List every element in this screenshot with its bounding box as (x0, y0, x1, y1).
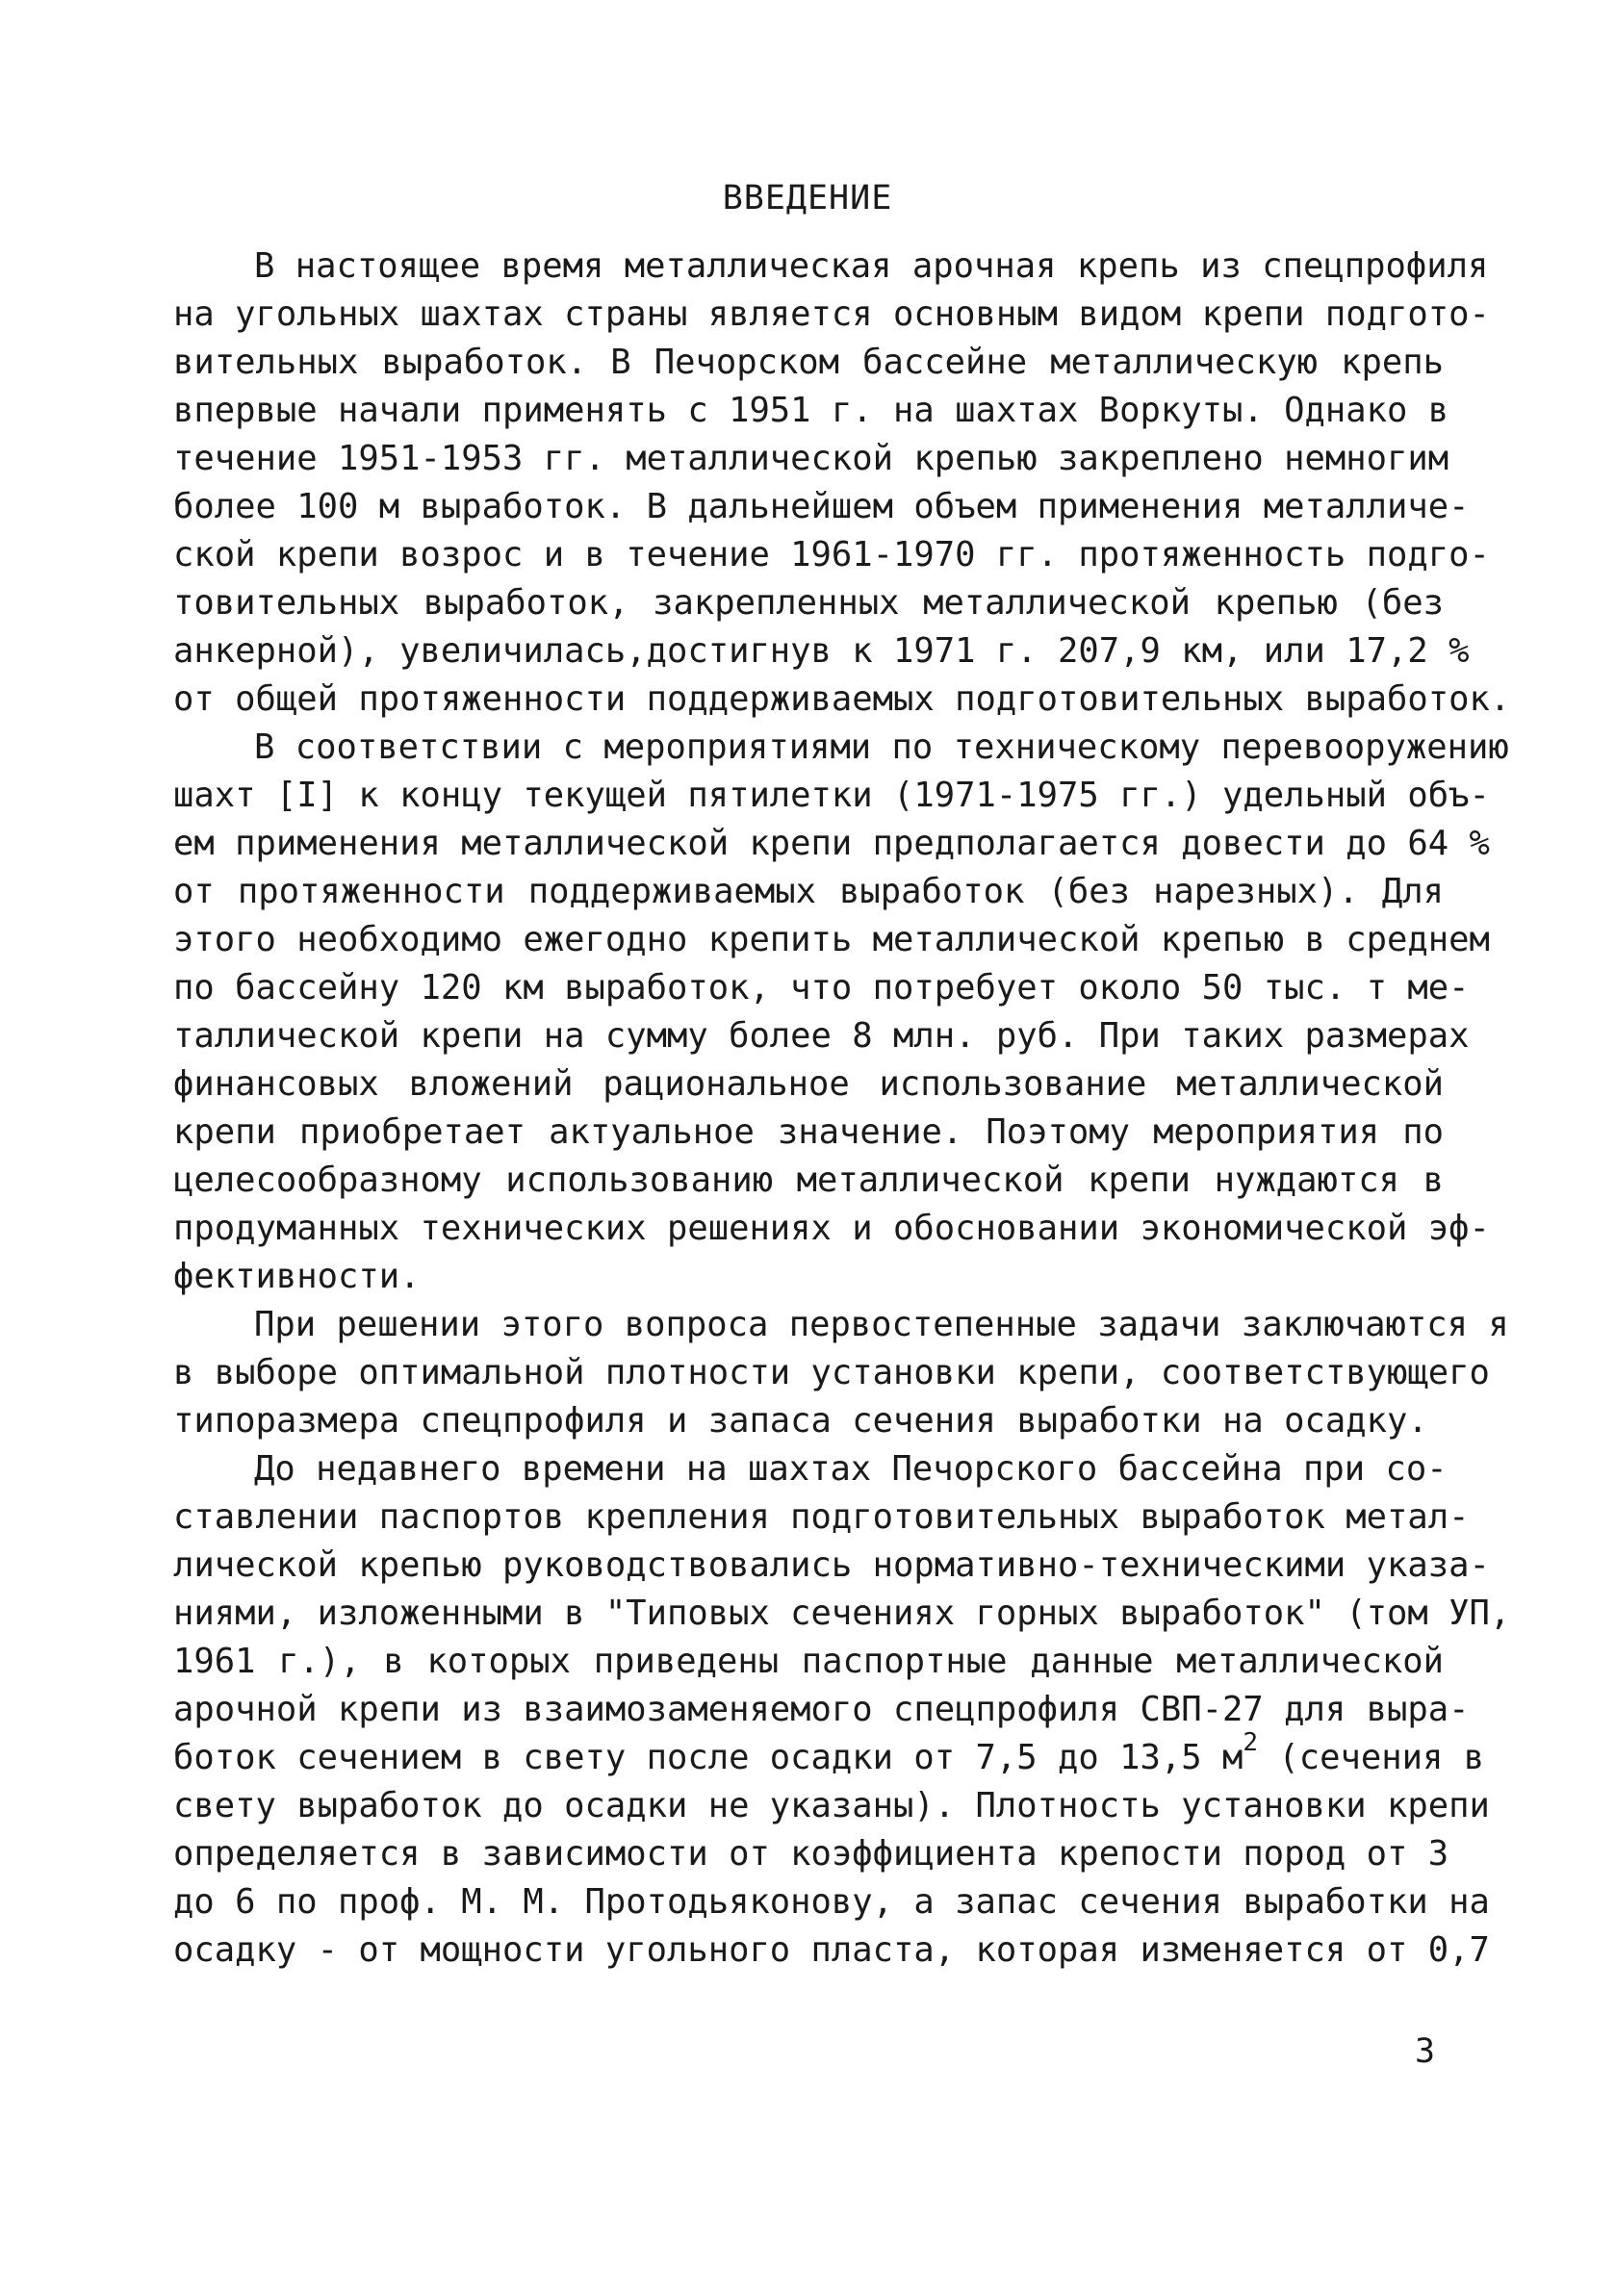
text-line: В соответствии с мероприятиями по техническому перевооружению (254, 727, 1509, 767)
text-line: анкерной), увеличилась,достигнув к 1971 г. 207,9 км, или 17,2 % (173, 631, 1470, 671)
text-line: впервые начали применять с 1951 г. на шахтах Воркуты. Однако в (173, 391, 1449, 430)
text-line: от общей протяженности поддерживаемых подготовительных выработок. (173, 679, 1511, 719)
text-line: до 6 по проф. М. М. Протодьяконову, а запас сечения выработки на (173, 1882, 1490, 1922)
text-line: арочной крепи из взаимозаменяемого спецпрофиля СВП-27 для выра- (173, 1690, 1470, 1729)
text-line: финансовых вложений рациональное использование металлической (173, 1064, 1444, 1104)
text-line: вительных выработок. В Печорском бассейне металлическую крепь (173, 343, 1444, 382)
text-line: ниями, изложенными в "Типовых сечениях горных выработок" (том УП, (173, 1594, 1511, 1633)
text-line: по бассейну 120 км выработок, что потребует около 50 тыс. т ме- (173, 968, 1470, 1008)
text-line: этого необходимо ежегодно крепить металлической крепью в среднем (173, 920, 1490, 959)
text-line: свету выработок до осадки не указаны). Плотность установки крепи (173, 1786, 1490, 1825)
text-line-tail: (сечения в (1258, 1738, 1485, 1777)
text-line: ской крепи возрос и в течение 1961-1970 гг. протяженность подго- (173, 535, 1490, 574)
superscript: 2 (1243, 1728, 1259, 1758)
text-line: ем применения металлической крепи предполагается довести до 64 % (173, 824, 1490, 863)
text-line: более 100 м выработок. В дальнейшем объем применения металличе- (173, 487, 1470, 526)
text-line: осадку - от мощности угольного пласта, которая изменяется от 0,7 (173, 1930, 1490, 1970)
text-line (173, 1728, 1485, 1782)
text-line: от протяженности поддерживаемых выработок (без нарезных). Для (173, 872, 1444, 911)
text-line: шахт [I] к концу текущей пятилетки (1971-1975 гг.) удельный объ- (173, 776, 1490, 815)
text-line: продуманных технических решениях и обосновании экономической эф- (173, 1209, 1490, 1248)
text-line: товительных выработок, закрепленных металлической крепью (без (173, 583, 1444, 623)
text-line: типоразмера спецпрофиля и запаса сечения выработки на осадку. (173, 1401, 1428, 1441)
text-line: ставлении паспортов крепления подготовительных выработок метал- (173, 1497, 1470, 1537)
text-line: таллической крепи на сумму более 8 млн. руб. При таких размерах (173, 1016, 1470, 1056)
text-line: определяется в зависимости от коэффициента крепости пород от 3 (173, 1834, 1449, 1874)
text-line: До недавнего времени на шахтах Печорского бассейна при со- (254, 1449, 1448, 1489)
text-line: фективности. (173, 1257, 421, 1296)
page-number: 3 (1415, 2032, 1436, 2071)
text-line: на угольных шахтах страны является основным видом крепи подгото- (173, 294, 1490, 334)
text-line: в выборе оптимальной плотности установки крепи, соответствующего (173, 1353, 1490, 1392)
text-line-body: боток сечением в свету после осадки от 7,5 до 13,5 м (173, 1738, 1243, 1777)
text-line: В настоящее время металлическая арочная крепь из спецпрофиля (254, 246, 1489, 286)
text-line: течение 1951-1953 гг. металлической крепью закреплено немногим (173, 439, 1449, 478)
text-line: При решении этого вопроса первостепенные задачи заключаются я (254, 1305, 1509, 1344)
text-line: целесообразному использованию металлической крепи нуждаются в (173, 1161, 1444, 1200)
text-line: крепи приобретает актуальное значение. Поэтому мероприятия по (173, 1112, 1444, 1152)
text-line: 1961 г.), в которых приведены паспортные данные металлической (173, 1642, 1444, 1681)
text-line: лической крепью руководствовались нормативно-техническими указа- (173, 1545, 1490, 1585)
page-title: ВВЕДЕНИЕ (722, 179, 893, 217)
